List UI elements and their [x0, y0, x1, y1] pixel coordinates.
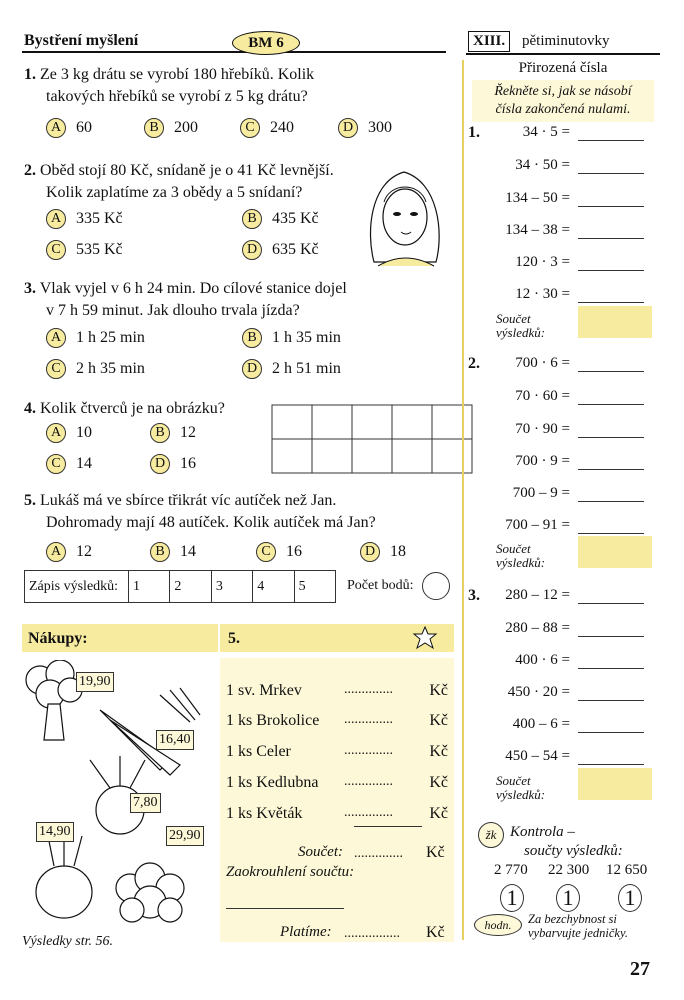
- option-letter: C: [46, 359, 66, 379]
- question-1: [24, 64, 314, 108]
- currency-label: Kč: [429, 805, 448, 822]
- evaluation-note: [528, 912, 628, 940]
- q2-line1: Oběd stojí 80 Kč, snídaně je o 41 Kč levnější.: [40, 162, 334, 179]
- option-value: 10: [76, 424, 92, 441]
- q1-option-b[interactable]: [144, 117, 198, 139]
- question-5: [24, 490, 376, 534]
- shopping-row: [226, 805, 448, 823]
- q4-num: 4.: [24, 400, 36, 417]
- q3-option-a[interactable]: [46, 327, 145, 349]
- control-sum-1: 2 770: [494, 862, 528, 878]
- exercise-expr: 280 – 88 =: [505, 620, 570, 636]
- option-value: 14: [76, 455, 92, 472]
- shopping-row: [226, 743, 448, 761]
- q3-line1: Vlak vyjel v 6 h 24 min. Do cílové stanice dojel: [39, 280, 347, 297]
- option-value: 2 h 51 min: [272, 360, 341, 377]
- answer-blank[interactable]: [578, 255, 644, 271]
- exercise-expr: 134 – 50 =: [505, 190, 570, 206]
- shopping-item-blank[interactable]: ..............: [344, 712, 393, 727]
- option-letter: D: [242, 359, 262, 379]
- exercise-expr: 120 · 3 =: [515, 254, 570, 270]
- shopping-item-label: 1 ks Kedlubna: [226, 774, 319, 791]
- exercise-row: [470, 355, 644, 372]
- option-value: 18: [390, 543, 406, 560]
- q3-option-d[interactable]: [242, 358, 341, 380]
- exercise-row: [470, 254, 644, 271]
- sum-results-box[interactable]: [578, 536, 652, 568]
- points-circle[interactable]: [422, 572, 450, 600]
- exercise-row: [470, 222, 644, 239]
- q4-option-a[interactable]: [46, 422, 92, 444]
- exercise-row: [470, 485, 644, 502]
- sum-results-label: [496, 312, 545, 340]
- results-record-label: Zápis výsledků:: [25, 571, 129, 602]
- answer-blank[interactable]: [578, 454, 644, 470]
- sum-results-line-2: výsledků:: [496, 787, 546, 802]
- shopping-row: [226, 774, 448, 792]
- answer-blank[interactable]: [578, 223, 644, 239]
- section-title: Bystření myšlení: [24, 32, 139, 49]
- grade-one-icon[interactable]: 1: [618, 884, 642, 912]
- price-tag-broccoli: 19,90: [76, 672, 114, 692]
- exercise-expr: 34 · 50 =: [515, 157, 570, 173]
- exercise-row: [470, 157, 644, 174]
- q2-num: 2.: [24, 162, 36, 179]
- option-value: 16: [286, 543, 302, 560]
- exercise-row: [470, 421, 644, 438]
- q4-option-d[interactable]: [150, 453, 196, 475]
- q5-option-a[interactable]: [46, 541, 92, 563]
- q4-option-b[interactable]: [150, 422, 196, 444]
- page-number: 27: [630, 958, 650, 980]
- q3-option-c[interactable]: [46, 358, 145, 380]
- vegetables-illustration: [20, 660, 220, 932]
- question-3: [24, 278, 347, 322]
- bm-badge: BM 6: [232, 31, 300, 55]
- shopping-number: 5.: [228, 630, 240, 647]
- exercise-row: [470, 748, 644, 765]
- rounding-label: Zaokrouhlení součtu:: [226, 864, 355, 880]
- q4-option-c[interactable]: [46, 453, 92, 475]
- exercise-expr: 400 – 6 =: [512, 716, 570, 732]
- exercise-expr: 450 · 20 =: [507, 684, 570, 700]
- shopping-header-divider: [218, 624, 220, 652]
- q3-num: 3.: [24, 280, 36, 297]
- option-value: 335 Kč: [76, 210, 123, 227]
- results-reference: Výsledky str. 56.: [22, 934, 113, 949]
- results-cell-5[interactable]: 5: [298, 578, 306, 594]
- currency-label: Kč: [429, 743, 448, 760]
- option-value: 12: [76, 543, 92, 560]
- option-value: 535 Kč: [76, 241, 123, 258]
- exercise-row: [470, 652, 644, 669]
- star-icon: [412, 626, 438, 650]
- evaluation-badge: hodn.: [474, 914, 522, 936]
- price-tag-cauliflower: 29,90: [166, 826, 204, 846]
- shopping-title: Nákupy:: [28, 630, 88, 647]
- answer-blank[interactable]: [578, 389, 644, 405]
- option-value: 1 h 35 min: [272, 329, 341, 346]
- results-cell-4[interactable]: 4: [253, 571, 294, 602]
- sum-blank[interactable]: ..............: [354, 846, 403, 861]
- option-letter: B: [150, 542, 170, 562]
- rounding-blank[interactable]: [226, 908, 344, 909]
- exercise-expr: 134 – 38 =: [505, 222, 570, 238]
- currency-label: Kč: [429, 774, 448, 791]
- results-cell-1[interactable]: 1: [129, 571, 170, 602]
- results-cell-2[interactable]: 2: [170, 571, 211, 602]
- answer-blank[interactable]: [578, 191, 644, 207]
- sum-results-box[interactable]: [578, 768, 652, 800]
- exercise-row: [470, 587, 644, 604]
- option-value: 12: [180, 424, 196, 441]
- exercise-expr: 700 – 91 =: [505, 517, 570, 533]
- section-3-number: 3.: [468, 587, 480, 604]
- right-title: Přirozená čísla: [518, 60, 608, 76]
- exercise-expr: 70 · 60 =: [515, 388, 570, 404]
- answer-blank[interactable]: [578, 518, 644, 534]
- shopping-item-blank[interactable]: ..............: [344, 682, 393, 697]
- answer-blank[interactable]: [578, 685, 644, 701]
- q1-line1: Ze 3 kg drátu se vyrobí 180 hřebíků. Kolik: [40, 66, 315, 83]
- answer-blank[interactable]: [578, 749, 644, 765]
- q2-line2: Kolik zaplatíme za 3 obědy a 5 snídaní?: [46, 184, 303, 201]
- sum-results-label: [496, 774, 545, 802]
- sum-results-line-1: Součet: [496, 311, 531, 326]
- control-title: Kontrola –: [510, 824, 575, 840]
- zk-badge: žk: [478, 822, 504, 848]
- answer-blank[interactable]: [578, 287, 644, 303]
- exercise-row: [470, 190, 644, 207]
- exercise-expr: 34 · 5 =: [522, 124, 570, 140]
- exercise-expr: 400 · 6 =: [515, 652, 570, 668]
- exercise-row: [470, 388, 644, 405]
- option-value: 300: [368, 119, 392, 136]
- option-letter: A: [46, 209, 66, 229]
- answer-blank[interactable]: [578, 653, 644, 669]
- shopping-item-label: 1 ks Celer: [226, 743, 291, 760]
- shopping-row: [226, 712, 448, 730]
- option-letter: C: [46, 240, 66, 260]
- option-letter: C: [240, 118, 260, 138]
- exercise-expr: 700 · 9 =: [515, 453, 570, 469]
- exercise-row: [470, 453, 644, 470]
- option-letter: C: [46, 454, 66, 474]
- q1-option-d[interactable]: [338, 117, 392, 139]
- q5-num: 5.: [24, 492, 36, 509]
- shopping-item-blank[interactable]: ..............: [344, 743, 393, 758]
- results-record-table: [24, 570, 336, 603]
- exercise-expr: 700 · 6 =: [515, 355, 570, 371]
- hint-box: [472, 80, 654, 122]
- option-value: 200: [174, 119, 198, 136]
- option-letter: B: [242, 209, 262, 229]
- pay-blank[interactable]: ................: [344, 926, 400, 941]
- shopping-list-box: [220, 658, 454, 942]
- price-tag-carrot: 16,40: [156, 730, 194, 750]
- option-value: 60: [76, 119, 92, 136]
- option-letter: A: [46, 118, 66, 138]
- grade-one-icon[interactable]: 1: [556, 884, 580, 912]
- exercise-expr: 700 – 9 =: [512, 485, 570, 501]
- price-tag-kohlrabi: 7,80: [130, 793, 161, 813]
- header-rule: [22, 51, 446, 53]
- option-letter: C: [256, 542, 276, 562]
- option-value: 2 h 35 min: [76, 360, 145, 377]
- shopping-item-label: 1 ks Květák: [226, 805, 303, 822]
- right-column-rule: [462, 60, 464, 940]
- exercise-row: [470, 684, 644, 701]
- q1-num: 1.: [24, 66, 36, 83]
- hint-line-2: čísla zakončená nulami.: [495, 102, 631, 117]
- exercise-expr: 450 – 54 =: [505, 748, 570, 764]
- option-value: 240: [270, 119, 294, 136]
- sum-results-line-2: výsledků:: [496, 325, 546, 340]
- q2-option-a[interactable]: [46, 208, 123, 230]
- option-value: 14: [180, 543, 196, 560]
- exercise-row: [470, 124, 644, 141]
- section-1-number: 1.: [468, 124, 480, 141]
- q2-option-b[interactable]: [242, 208, 319, 230]
- answer-blank[interactable]: [578, 356, 644, 372]
- option-letter: A: [46, 328, 66, 348]
- currency-label: Kč: [429, 712, 448, 729]
- evaluation-note-line-2: vybarvujte jedničky.: [528, 926, 628, 940]
- sum-rule: [354, 826, 422, 827]
- answer-blank[interactable]: [578, 588, 644, 604]
- price-tag-celery: 14,90: [36, 822, 74, 842]
- q2-option-d[interactable]: [242, 239, 319, 261]
- sum-results-label: [496, 542, 545, 570]
- exercise-expr: 12 · 30 =: [515, 286, 570, 302]
- option-letter: D: [242, 240, 262, 260]
- pay-currency: Kč: [426, 924, 445, 941]
- control-sum-2: 22 300: [548, 862, 590, 878]
- roman-numeral: XIII.: [468, 31, 510, 52]
- q3-line2: v 7 h 59 minut. Jak dlouho trvala jízda?: [46, 302, 300, 319]
- option-letter: A: [46, 423, 66, 443]
- option-letter: D: [150, 454, 170, 474]
- points-label: Počet bodů:: [347, 578, 414, 593]
- shopping-item-blank[interactable]: ..............: [344, 805, 393, 820]
- exercise-row: [470, 286, 644, 303]
- q5-option-c[interactable]: [256, 541, 302, 563]
- q5-option-b[interactable]: [150, 541, 196, 563]
- q5-line1: Lukáš má ve sbírce třikrát víc autíček než Jan.: [40, 492, 337, 509]
- pay-label: Platíme:: [280, 924, 332, 940]
- q1-line2: takových hřebíků se vyrobí z 5 kg drátu?: [46, 88, 308, 105]
- sum-results-line-1: Součet: [496, 773, 531, 788]
- option-letter: D: [338, 118, 358, 138]
- grade-one-icon[interactable]: 1: [500, 884, 524, 912]
- q3-option-b[interactable]: [242, 327, 341, 349]
- answer-blank[interactable]: [578, 717, 644, 733]
- exercise-expr: 280 – 12 =: [505, 587, 570, 603]
- shopping-item-blank[interactable]: ..............: [344, 774, 393, 789]
- hint-line-1: Řekněte si, jak se násobí: [494, 84, 632, 99]
- sum-results-line-1: Součet: [496, 541, 531, 556]
- control-sum-3: 12 650: [606, 862, 648, 878]
- answer-blank[interactable]: [578, 422, 644, 438]
- currency-label: Kč: [429, 682, 448, 699]
- option-letter: B: [150, 423, 170, 443]
- shopping-item-label: 1 sv. Mrkev: [226, 682, 302, 699]
- sum-label: Součet:: [298, 844, 343, 860]
- sum-results-line-2: výsledků:: [496, 555, 546, 570]
- q2-option-c[interactable]: [46, 239, 123, 261]
- shopping-row: [226, 682, 448, 700]
- q1-option-a[interactable]: [46, 117, 92, 139]
- exercise-row: [470, 716, 644, 733]
- exercise-expr: 70 · 90 =: [515, 421, 570, 437]
- question-2: [24, 160, 334, 204]
- sum-results-box[interactable]: [578, 306, 652, 338]
- option-letter: A: [46, 542, 66, 562]
- option-value: 435 Kč: [272, 210, 319, 227]
- option-value: 16: [180, 455, 196, 472]
- roman-subtitle: pětiminutovky: [522, 33, 610, 49]
- exercise-row: [470, 620, 644, 637]
- option-letter: B: [144, 118, 164, 138]
- option-value: 1 h 25 min: [76, 329, 145, 346]
- control-subtitle: součty výsledků:: [524, 843, 623, 859]
- q1-option-c[interactable]: [240, 117, 294, 139]
- q5-option-d[interactable]: [360, 541, 406, 563]
- shopping-item-label: 1 ks Brokolice: [226, 712, 320, 729]
- question-4: [24, 398, 225, 420]
- answer-blank[interactable]: [578, 486, 644, 502]
- section-2-number: 2.: [468, 355, 480, 372]
- results-cell-3[interactable]: 3: [212, 571, 253, 602]
- evaluation-note-line-1: Za bezchybnost si: [528, 912, 617, 926]
- right-header-rule: [466, 53, 660, 55]
- option-value: 635 Kč: [272, 241, 319, 258]
- girl-illustration: [364, 162, 446, 272]
- q4-line1: Kolik čtverců je na obrázku?: [40, 400, 225, 417]
- answer-blank[interactable]: [578, 621, 644, 637]
- option-letter: B: [242, 328, 262, 348]
- exercise-row: [470, 517, 644, 534]
- squares-figure: [271, 404, 473, 474]
- option-letter: D: [360, 542, 380, 562]
- q5-line2: Dohromady mají 48 autíček. Kolik autíček má Jan?: [46, 514, 376, 531]
- answer-blank[interactable]: [578, 158, 644, 174]
- sum-currency: Kč: [426, 844, 445, 861]
- answer-blank[interactable]: [578, 125, 644, 141]
